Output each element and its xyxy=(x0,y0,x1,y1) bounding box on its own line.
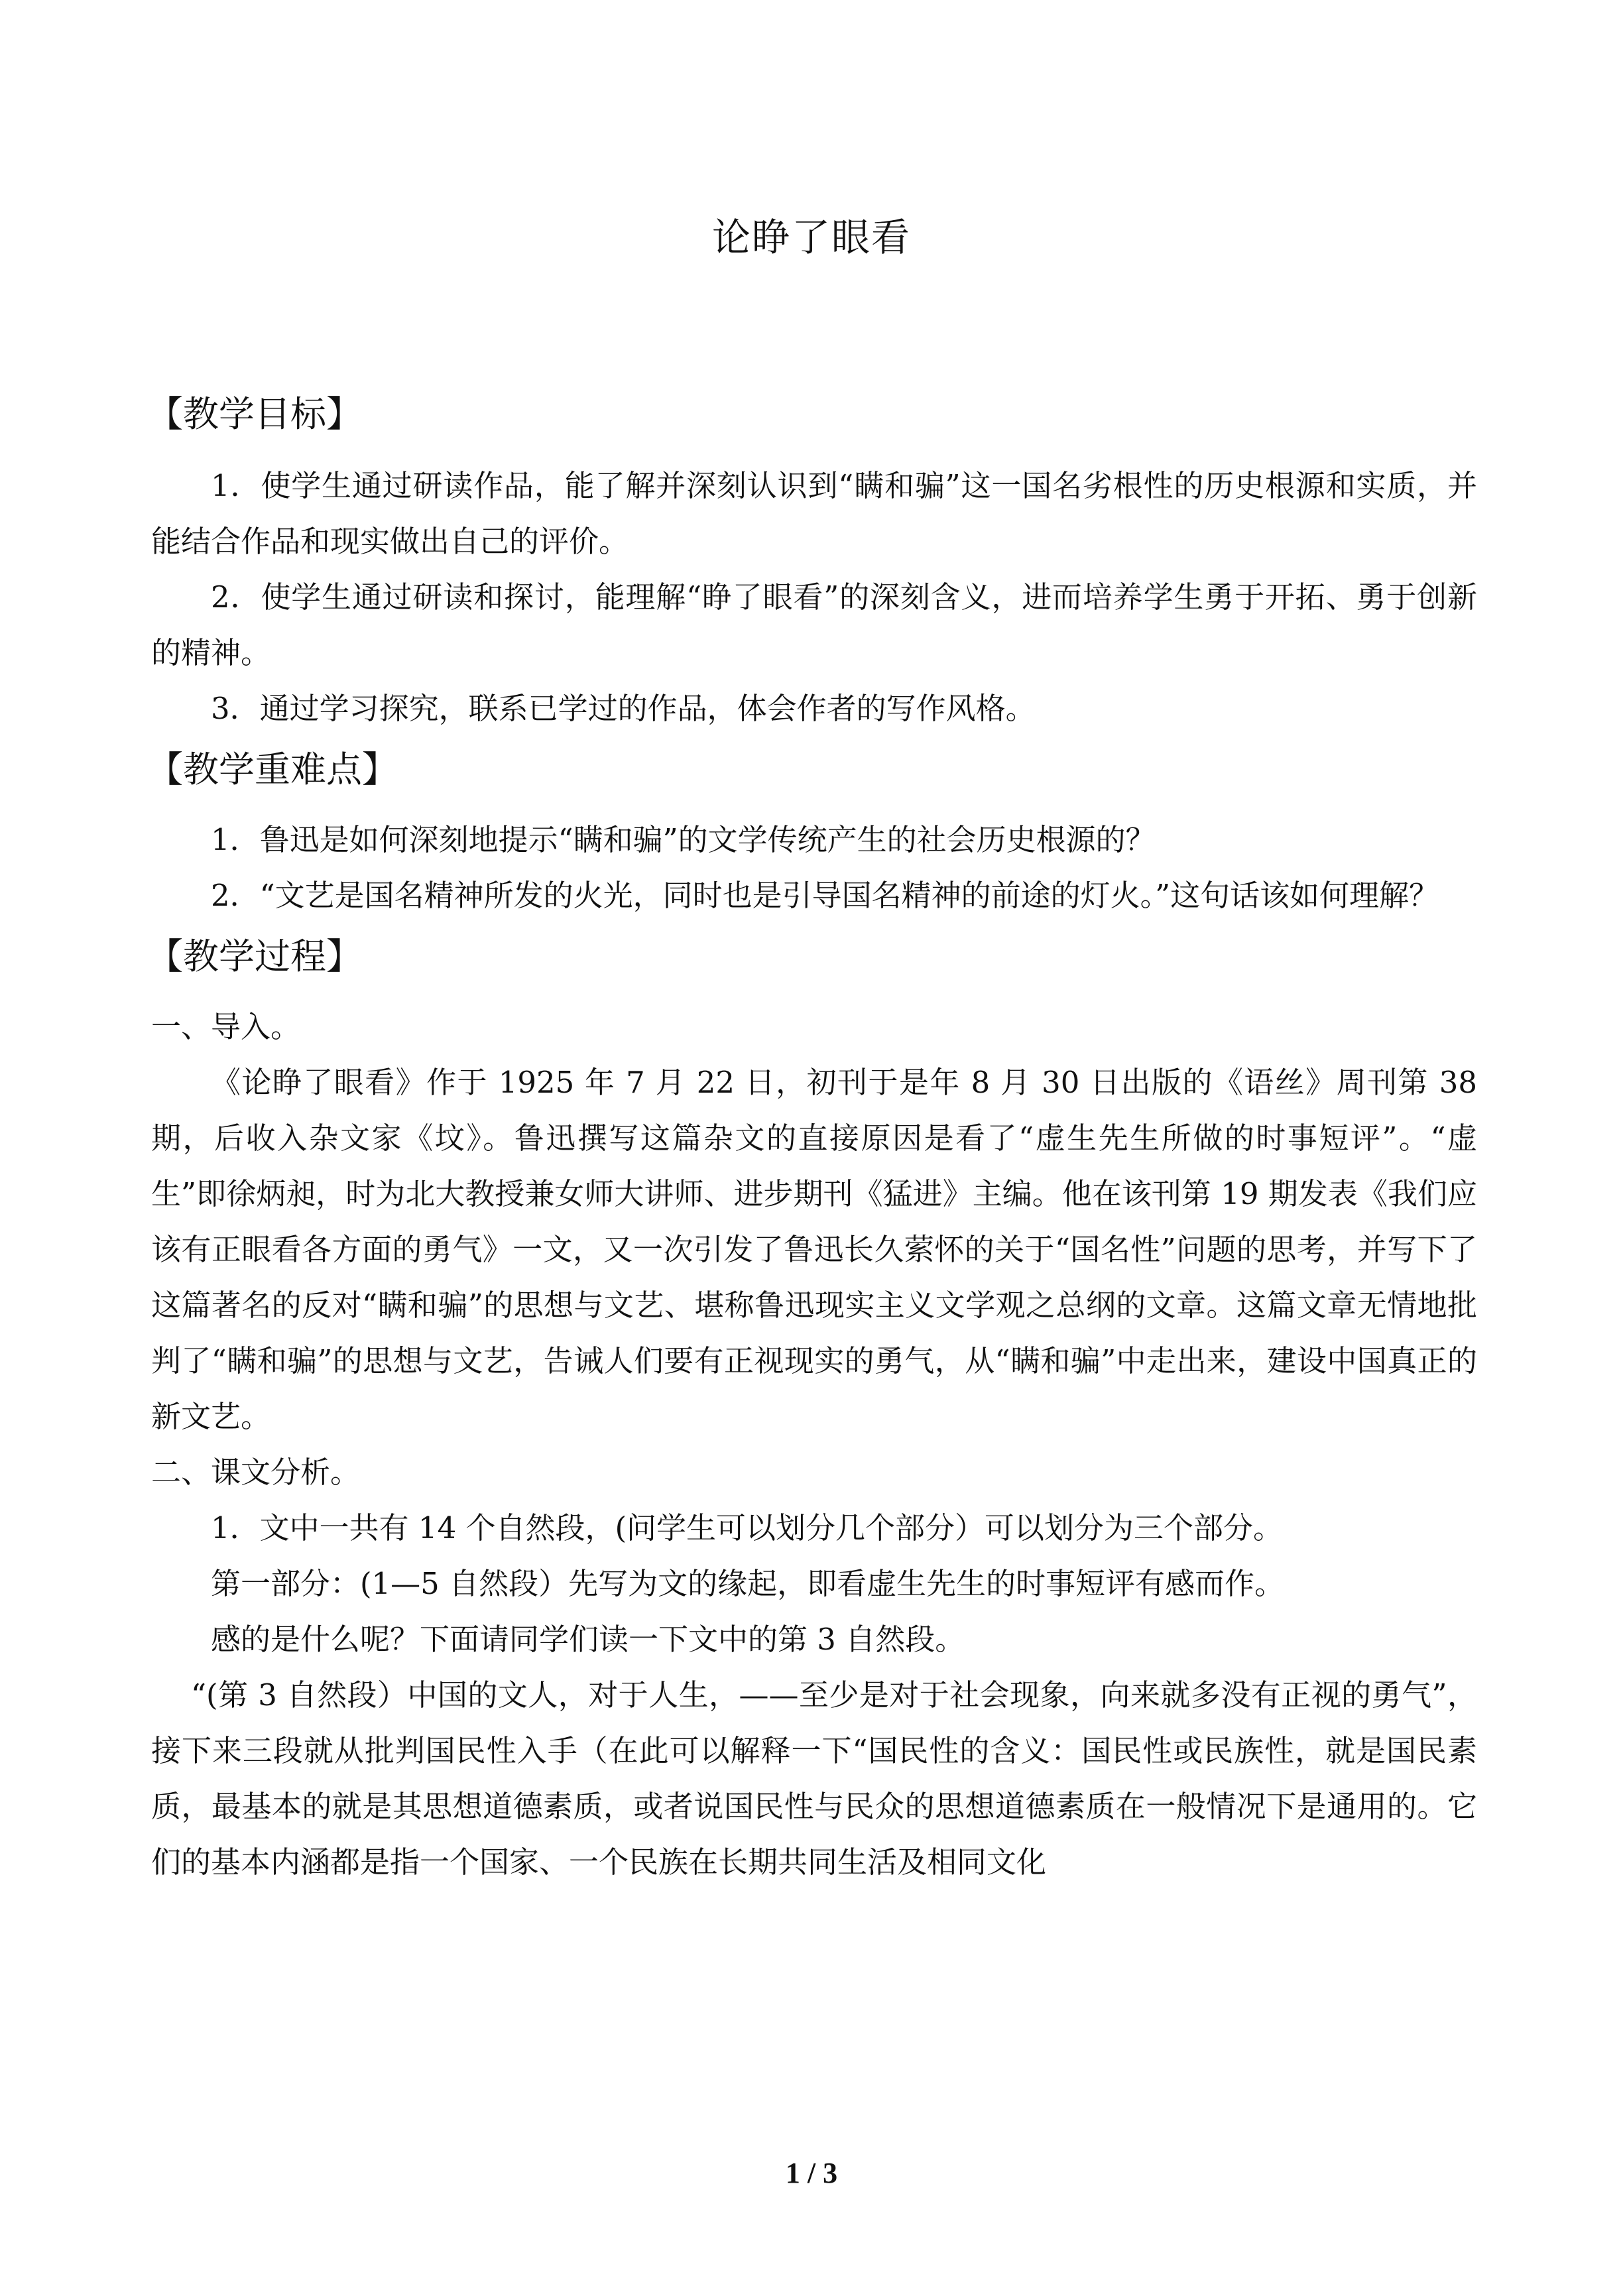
keypoint-item: 1．鲁迅是如何深刻地提示“瞒和骗”的文学传统产生的社会历史根源的？ xyxy=(211,822,1156,857)
heading-objectives: 【教学目标】 xyxy=(147,393,362,435)
analysis-paragraph: 感的是什么呢？下面请同学们读一下文中的第 3 自然段。 xyxy=(211,1622,965,1657)
objective-item: 2．使学生通过研读和探讨，能理解“睁了眼看”的深刻含义，进而培养学生勇于开拓、勇于创新的精神。 xyxy=(151,579,1477,670)
page-number: 1 / 3 xyxy=(785,2157,838,2189)
analysis-paragraph: 1．文中一共有 14 个自然段，(问学生可以划分几个部分）可以划分为三个部分。 xyxy=(211,1510,1284,1545)
document-body xyxy=(147,381,1477,1890)
analysis-title: 二、课文分析。 xyxy=(151,1455,361,1490)
analysis-paragraph: 第一部分：(1—5 自然段）先写为文的缘起，即看虚生先生的时事短评有感而作。 xyxy=(211,1566,1285,1601)
keypoint-item: 2．“文艺是国名精神所发的火光，同时也是引导国名精神的前途的灯火。”这句话该如何理解？ xyxy=(211,878,1439,913)
intro-text: 《论睁了眼看》作于 1925 年 7 月 22 日，初刊于是年 8 月 30 日出版的《语丝》周刊第 38 期，后收入杂文家《坟》。鲁迅撰写这篇杂文的直接原因是看了“虚生先生所做的时事短评”。“虚生”即徐炳昶，时为北大教授兼女师大讲师、进步期刊《猛进》主编。他在该刊第 19 期发表《我们应该有正眼看各方面的勇气》一文，又一次引发了鲁迅长久萦怀的关于“国名性”问题的思考，并写下了这篇著名的反对“瞒和骗”的思想与文艺、堪称鲁迅现实主义文学观之总纲的文章。这篇文章无情地批判了“瞒和骗”的思想与文艺，告诫人们要有正视现实的勇气，从“瞒和骗”中走出来，建设中国真正的新文艺。 xyxy=(151,1065,1477,1434)
heading-keypoints: 【教学重难点】 xyxy=(147,749,398,790)
heading-process: 【教学过程】 xyxy=(147,936,362,977)
intro-title: 一、导入。 xyxy=(151,1009,301,1044)
objective-item: 1．使学生通过研读作品，能了解并深刻认识到“瞒和骗”这一国名劣根性的历史根源和实质，并能结合作品和现实做出自己的评价。 xyxy=(151,468,1477,559)
quote-paragraph: “(第 3 自然段）中国的文人，对于人生，——至少是对于社会现象，向来就多没有正视的勇气”，接下来三段就从批判国民性入手（在此可以解释一下“国民性的含义：国民性或民族性，就是国民素质，最基本的就是其思想道德素质，或者说国民性与民众的思想道德素质在一般情况下是通用的。它们的基本内涵都是指一个国家、一个民族在长期共同生活及相同文化 xyxy=(151,1677,1477,1880)
objective-item: 3．通过学习探究，联系已学过的作品，体会作者的写作风格。 xyxy=(211,691,1036,726)
page-title: 论睁了眼看 xyxy=(711,215,911,260)
